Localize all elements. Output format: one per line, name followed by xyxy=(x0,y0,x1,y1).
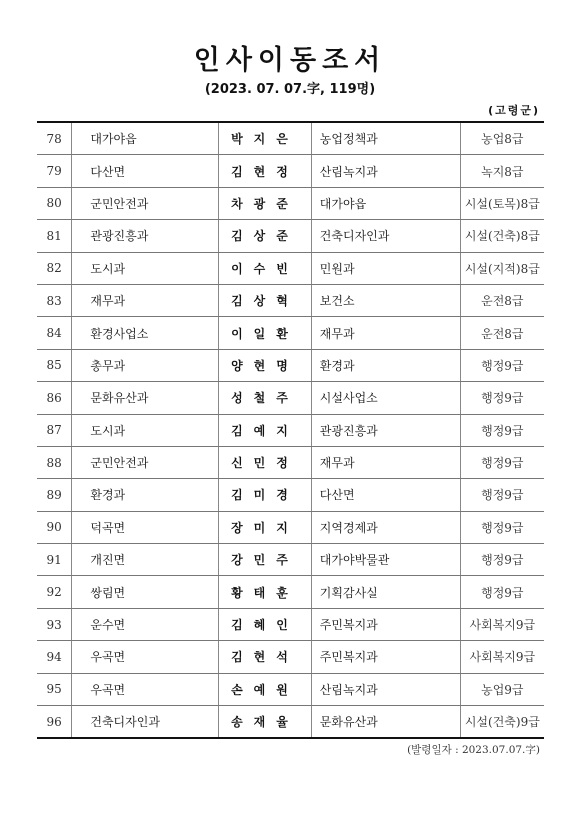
job-grade: 행정9급 xyxy=(460,511,544,543)
table-row xyxy=(37,155,544,187)
new-department: 다산면 xyxy=(311,479,460,511)
row-number: 82 xyxy=(37,252,72,284)
new-department: 재무과 xyxy=(311,317,460,349)
job-grade: 운전8급 xyxy=(460,284,544,316)
employee-name: 김현정 xyxy=(219,155,312,187)
table-row xyxy=(37,349,544,381)
previous-department: 도시과 xyxy=(72,414,219,446)
job-grade: 행정9급 xyxy=(460,382,544,414)
personnel-table-body xyxy=(37,122,544,738)
job-grade: 시설(지적)8급 xyxy=(460,252,544,284)
table-row xyxy=(37,252,544,284)
row-number: 92 xyxy=(37,576,72,608)
row-number: 83 xyxy=(37,284,72,316)
row-number: 89 xyxy=(37,479,72,511)
previous-department: 총무과 xyxy=(72,349,219,381)
department-label: (고령군) xyxy=(488,104,540,117)
table-row xyxy=(37,706,544,739)
new-department: 기획감사실 xyxy=(311,576,460,608)
row-number: 84 xyxy=(37,317,72,349)
previous-department: 운수면 xyxy=(72,608,219,640)
previous-department: 도시과 xyxy=(72,252,219,284)
employee-name: 차광준 xyxy=(219,187,312,219)
table-row xyxy=(37,317,544,349)
table-row xyxy=(37,479,544,511)
previous-department: 다산면 xyxy=(72,155,219,187)
employee-name: 박지은 xyxy=(219,122,312,155)
employee-name: 성철주 xyxy=(219,382,312,414)
document-title: 인사이동조서 xyxy=(193,45,387,76)
table-row xyxy=(37,446,544,478)
table-row xyxy=(37,220,544,252)
new-department: 대가야읍 xyxy=(311,187,460,219)
table-row xyxy=(37,122,544,155)
previous-department: 문화유산과 xyxy=(72,382,219,414)
previous-department: 환경사업소 xyxy=(72,317,219,349)
new-department: 대가야박물관 xyxy=(311,544,460,576)
new-department: 산림녹지과 xyxy=(311,155,460,187)
table-row xyxy=(37,284,544,316)
previous-department: 우곡면 xyxy=(72,673,219,705)
job-grade: 행정9급 xyxy=(460,576,544,608)
table-row xyxy=(37,382,544,414)
row-number: 79 xyxy=(37,155,72,187)
employee-name: 양현명 xyxy=(219,349,312,381)
previous-department: 환경과 xyxy=(72,479,219,511)
job-grade: 농업9급 xyxy=(460,673,544,705)
previous-department: 관광진흥과 xyxy=(72,220,219,252)
table-row xyxy=(37,673,544,705)
previous-department: 재무과 xyxy=(72,284,219,316)
employee-name: 김혜인 xyxy=(219,608,312,640)
row-number: 91 xyxy=(37,544,72,576)
issue-date-note: (발령일자 : 2023.07.07.字) xyxy=(407,744,540,756)
employee-name: 손예원 xyxy=(219,673,312,705)
row-number: 95 xyxy=(37,673,72,705)
previous-department: 우곡면 xyxy=(72,641,219,673)
previous-department: 덕곡면 xyxy=(72,511,219,543)
employee-name: 이수빈 xyxy=(219,252,312,284)
row-number: 94 xyxy=(37,641,72,673)
new-department: 산림녹지과 xyxy=(311,673,460,705)
table-row xyxy=(37,576,544,608)
table-row xyxy=(37,641,544,673)
job-grade: 행정9급 xyxy=(460,479,544,511)
job-grade: 시설(건축)9급 xyxy=(460,706,544,739)
new-department: 환경과 xyxy=(311,349,460,381)
job-grade: 시설(건축)8급 xyxy=(460,220,544,252)
previous-department: 건축디자인과 xyxy=(72,706,219,739)
job-grade: 녹지8급 xyxy=(460,155,544,187)
new-department: 문화유산과 xyxy=(311,706,460,739)
employee-name: 송재율 xyxy=(219,706,312,739)
new-department: 주민복지과 xyxy=(311,641,460,673)
new-department: 농업정책과 xyxy=(311,122,460,155)
table-row xyxy=(37,544,544,576)
job-grade: 행정9급 xyxy=(460,349,544,381)
employee-name: 신민정 xyxy=(219,446,312,478)
employee-name: 김현석 xyxy=(219,641,312,673)
employee-name: 김미경 xyxy=(219,479,312,511)
job-grade: 시설(토목)8급 xyxy=(460,187,544,219)
row-number: 90 xyxy=(37,511,72,543)
row-number: 86 xyxy=(37,382,72,414)
row-number: 93 xyxy=(37,608,72,640)
new-department: 건축디자인과 xyxy=(311,220,460,252)
new-department: 보건소 xyxy=(311,284,460,316)
row-number: 81 xyxy=(37,220,72,252)
table-row xyxy=(37,608,544,640)
employee-name: 김상준 xyxy=(219,220,312,252)
job-grade: 행정9급 xyxy=(460,446,544,478)
row-number: 96 xyxy=(37,706,72,739)
new-department: 민원과 xyxy=(311,252,460,284)
previous-department: 군민안전과 xyxy=(72,187,219,219)
document-subtitle: (2023. 07. 07.字, 119명) xyxy=(204,82,376,97)
employee-name: 장미지 xyxy=(219,511,312,543)
previous-department: 쌍림면 xyxy=(72,576,219,608)
employee-name: 황태훈 xyxy=(219,576,312,608)
new-department: 재무과 xyxy=(311,446,460,478)
new-department: 시설사업소 xyxy=(311,382,460,414)
job-grade: 행정9급 xyxy=(460,414,544,446)
employee-name: 김예지 xyxy=(219,414,312,446)
new-department: 관광진흥과 xyxy=(311,414,460,446)
row-number: 85 xyxy=(37,349,72,381)
job-grade: 운전8급 xyxy=(460,317,544,349)
table-row xyxy=(37,511,544,543)
row-number: 80 xyxy=(37,187,72,219)
job-grade: 행정9급 xyxy=(460,544,544,576)
personnel-table xyxy=(37,121,544,739)
job-grade: 사회복지9급 xyxy=(460,608,544,640)
row-number: 78 xyxy=(37,122,72,155)
employee-name: 강민주 xyxy=(219,544,312,576)
new-department: 지역경제과 xyxy=(311,511,460,543)
new-department: 주민복지과 xyxy=(311,608,460,640)
row-number: 87 xyxy=(37,414,72,446)
employee-name: 김상혁 xyxy=(219,284,312,316)
previous-department: 개진면 xyxy=(72,544,219,576)
previous-department: 군민안전과 xyxy=(72,446,219,478)
row-number: 88 xyxy=(37,446,72,478)
employee-name: 이일환 xyxy=(219,317,312,349)
previous-department: 대가야읍 xyxy=(72,122,219,155)
table-row xyxy=(37,414,544,446)
job-grade: 농업8급 xyxy=(460,122,544,155)
table-row xyxy=(37,187,544,219)
job-grade: 사회복지9급 xyxy=(460,641,544,673)
